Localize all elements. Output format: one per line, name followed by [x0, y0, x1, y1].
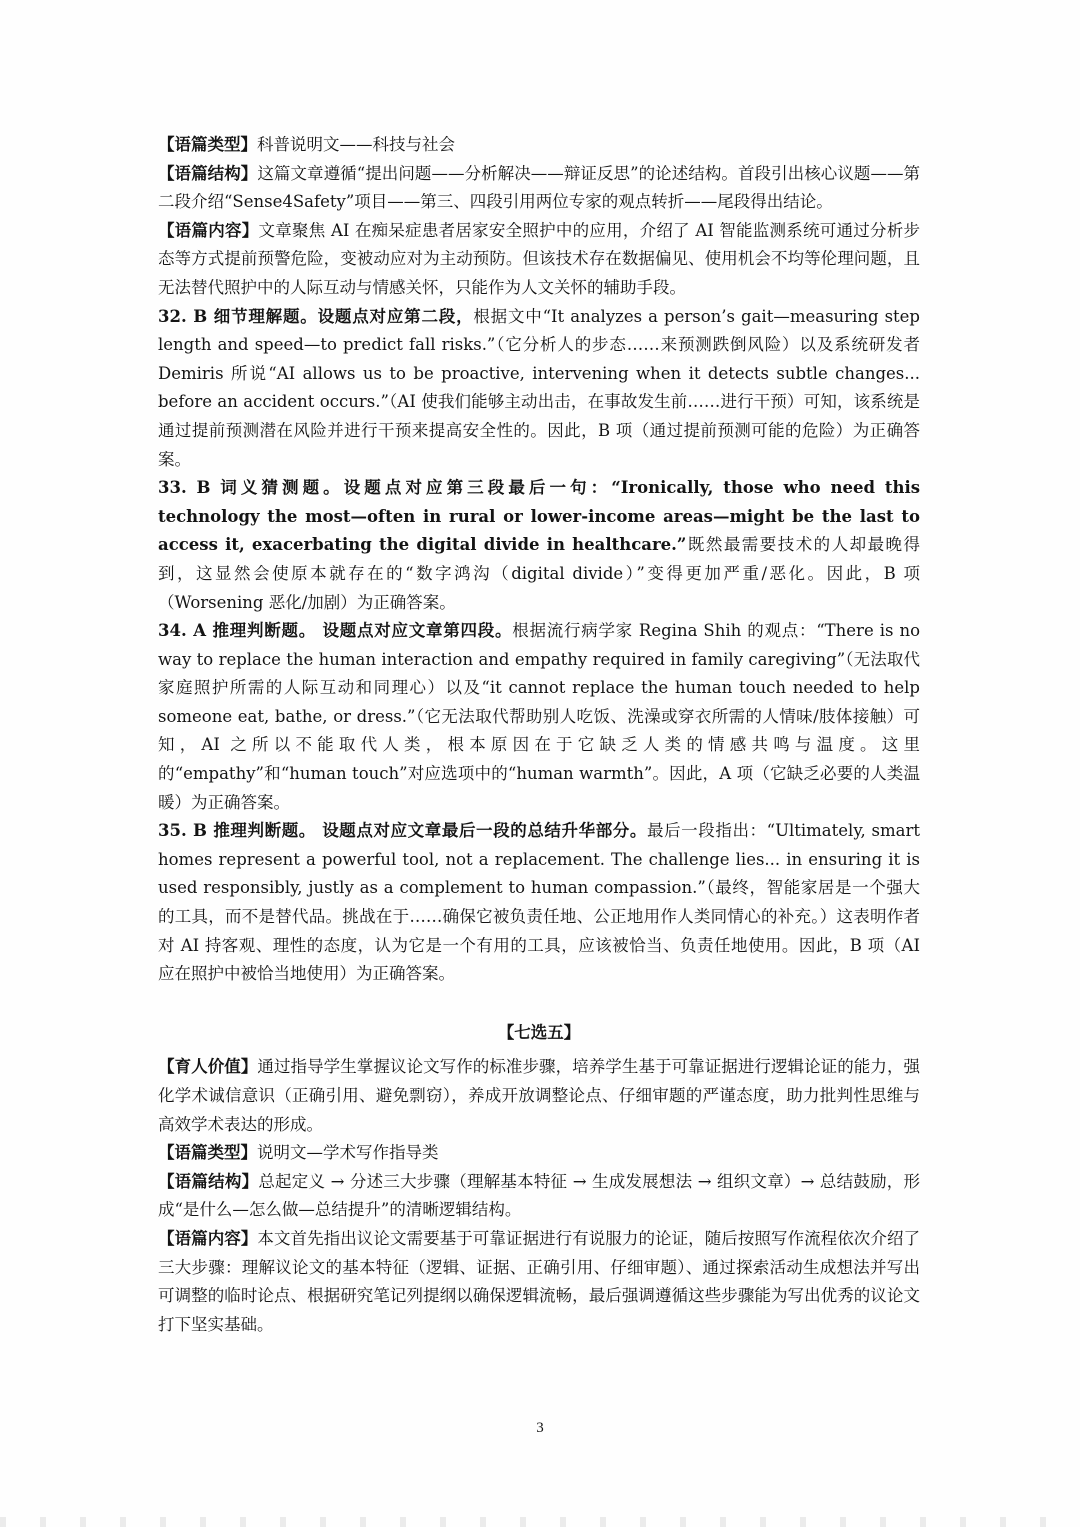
content-text-2: 本文首先指出议论文需要基于可靠证据进行有说服力的论证，随后按照写作流程依次介绍了三大步骤：理解议论文的基本特征（逻辑、证据、正确引用、仔细审题）、通过探索活动生成想法并写出可调整的临时论点、根据研究笔记列提纲以确保逻辑流畅，最后强调遵循这些步骤能为写出优秀的议论文打下坚实基础。: [158, 1228, 921, 1334]
page-number: 3: [536, 1420, 544, 1436]
content-text: 文章聚焦 AI 在痴呆症患者居家安全照护中的应用，介绍了 AI 智能监测系统可通过分析步态等方式提前预警危险，变被动应对为主动预防。但该技术存在数据偏见、使用机会不均等伦理问题，且无法替代照护中的人际互动与情感关怀，只能作为人文关怀的辅助手段。: [158, 220, 921, 297]
genre-text-2: 说明文—学术写作指导类: [257, 1143, 439, 1163]
content-paragraph: [158, 217, 920, 303]
question-34-explanation: [158, 617, 920, 817]
question-32-head: 32. B 细节理解题。设题点对应第二段，: [158, 306, 474, 326]
content-paragraph-2: [158, 1225, 920, 1339]
structure-text-2: 总起定义 → 分述三大步骤（理解基本特征 → 生成发展想法 → 组织文章）→ 总结鼓励，形成“是什么—怎么做—总结提升”的清晰逻辑结构。: [158, 1171, 921, 1220]
genre-line: [158, 131, 920, 160]
educational-value-paragraph: [158, 1053, 920, 1139]
genre-text: 科普说明文——科技与社会: [257, 135, 455, 154]
page-content: [158, 131, 920, 1339]
question-34-body: 根据流行病学家 Regina Shih 的观点：“There is no way to replace the human interaction and empathy required in family caregiving”（无法取代家庭照护所需的人际互动和同理心）以及“it cannot replace the human touch needed to help someone eat, bathe, or dress.”（它无法取代帮助别人吃饭、洗澡或穿衣所需的人情味/肢体接触）可知，AI 之所以不能取代人类，根本原因在于它缺乏人类的情感共鸣与温度。这里的“empathy”和“human touch”对应选项中的“human warmth”。因此，A 项（它缺乏必要的人类温暖）为正确答案。: [158, 621, 921, 812]
structure-tag: 【语篇结构】: [158, 163, 258, 183]
structure-text: 这篇文章遵循“提出问题——分析解决——辩证反思”的论述结构。首段引出核心议题——第二段介绍“Sense4Safety”项目——第三、四段引用两位专家的观点转折——尾段得出结论。: [158, 163, 921, 212]
structure-paragraph: [158, 160, 920, 217]
question-33-quote: “Ironically, those who need this technology the most—often in rural or lower-income areas—might be the last to access it, exacerbating the digital divide in healthcare.”: [158, 478, 920, 555]
content-tag: 【语篇内容】: [158, 220, 259, 240]
scan-artifact-strip: [0, 1517, 1080, 1527]
genre-line-2: [158, 1139, 920, 1168]
question-35-head: 35. B 推理判断题。 设题点对应文章最后一段的总结升华部分。: [158, 821, 647, 841]
question-33-explanation: [158, 474, 920, 617]
structure-paragraph-2: [158, 1168, 920, 1225]
content-tag-2: 【语篇内容】: [158, 1228, 258, 1248]
question-35-body: 最后一段指出：“Ultimately, smart homes represent a powerful tool, not a replacement. The challenge lies... in ensuring it is used responsibly, justly as a complement to human compassion.”（最终，智能家居是一个强大的工具，而不是替代品。挑战在于……确保它被负责任地、公正地用作人类同情心的补充。）这表明作者对 AI 持客观、理性的态度，认为它是一个有用的工具，应该被恰当、负责任地使用。因此，B 项（AI 应在照护中被恰当地使用）为正确答案。: [158, 821, 920, 984]
genre-tag-2: 【语篇类型】: [158, 1143, 257, 1163]
educational-value-text: 通过指导学生掌握议论文写作的标准步骤，培养学生基于可靠证据进行逻辑论证的能力，强化学术诚信意识（正确引用、避免剽窃），养成开放调整论点、仔细审题的严谨态度，助力批判性思维与高效学术表达的形成。: [158, 1057, 921, 1134]
question-32-explanation: [158, 303, 920, 475]
educational-value-tag: 【育人价值】: [158, 1057, 258, 1077]
structure-tag-2: 【语篇结构】: [158, 1171, 259, 1191]
question-34-head: 34. A 推理判断题。 设题点对应文章第四段。: [158, 621, 513, 641]
question-32-body: 根据文中“It analyzes a person’s gait—measuring step length and speed—to predict fall risks.”（它分析人的步态……来预测跌倒风险）以及系统研发者 Demiris 所说“AI allows us to be proactive, intervening when it detects subtle changes... before an accident occurs.”（AI 使我们能够主动出击，在事故发生前……进行干预）可知，该系统是通过提前预测潜在风险并进行干预来提高安全性的。因此，B 项（通过提前预测可能的危险）为正确答案。: [158, 306, 920, 469]
genre-tag: 【语篇类型】: [158, 135, 257, 154]
question-33-body: 既然最需要技术的人却最晚得到，这显然会使原本就存在的“数字鸿沟（digital divide）”变得更加严重/恶化。因此，B 项（Worsening 恶化/加剧）为正确答案。: [158, 535, 920, 612]
question-35-explanation: [158, 817, 920, 989]
question-33-head: 33. B 词义猜测题。设题点对应第三段最后一句：: [158, 478, 612, 498]
section-title: 【七选五】: [497, 1022, 581, 1042]
